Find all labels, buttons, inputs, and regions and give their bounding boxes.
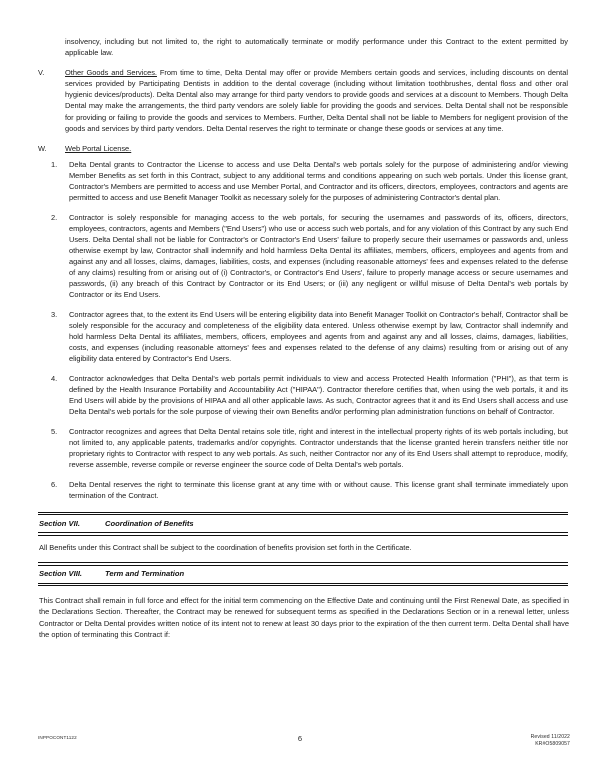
run-in-heading-other-goods-and-services: Other Goods and Services. — [65, 68, 157, 78]
list-item — [38, 159, 568, 203]
continued-paragraph: insolvency, including but not limited to, the right to automatically terminate or modify performance under this Contract to the extent permitted by applicable law. — [65, 37, 568, 58]
list-item — [38, 212, 568, 301]
section-coordination-of-benefits — [38, 512, 568, 559]
list-marker-3: 3. — [51, 309, 58, 319]
list-marker-4: 4. — [51, 373, 58, 383]
list-body-v — [65, 67, 568, 134]
section-term-and-termination — [38, 562, 568, 586]
page-number: 6 — [297, 734, 303, 743]
list-text-v: From time to time, Delta Dental may offer or provide Members certain goods and services, including discounts on dental services provided by Participating Dentists in addition to the dental coverage (including without limitation toothbrushes, dental floss and other oral hygienic devices/products). Delta Dental also may arrange for third party vendors to provide goods and services at a discount to Members. Though Delta Dental may make the arrangements, the third party vendors are solely liable for providing the goods and services. Delta Dental shall not be responsible for providing or failing to provide the goods and services to Members. Further, Delta Dental shall not be liable to Members for negligent provision of the goods and services by third party vendors. Delta Dental reserves the right to terminate or change these goods or services at any time. — [65, 68, 568, 133]
term-and-termination-paragraph: This Contract shall remain in full force and effect for the initial term commencing on the Effective Date and continuing until the First Renewal Date, as specified in the Declarations Section. Thereafter, the Contract may be renewed for subsequent terms as specified in the Declarations Section or in a renewal letter, unless Contractor or Delta Dental provides written notice of its intent not to renew at least 30 days prior to the expiration of the then current term. Delta Dental shall have the option of terminating this Contract if: — [39, 596, 569, 639]
list-marker-2: 2. — [51, 212, 58, 222]
page-footer — [0, 735, 600, 765]
list-text-4: Contractor acknowledges that Delta Dental's web portals permit individuals to view and access Protected Health Information ("PHI"), as that term is defined by the Health Insurance Portability and Accountability Act ("HIPAA"). Contractor therefore certifies that, when using the web portals, it and its End Users will abide by the provisions of HIPAA and all other applicable laws. As such, Contractor agrees that it and its End Users shall access and use Delta Dental's web portals for the sole purpose of viewing their own Benefits and/or performing plan administration functions on behalf of Contractor. — [69, 373, 568, 417]
list-item-v — [38, 67, 568, 134]
footer-revised-date: Revised 11/2022 — [530, 734, 570, 740]
list-marker-6: 6. — [51, 479, 58, 489]
section-rule-bottom — [38, 583, 568, 587]
footer-revision-info — [531, 734, 570, 748]
list-body-w — [65, 143, 568, 154]
list-text-1: Delta Dental grants to Contractor the License to access and use Delta Dental's web portals solely for the purpose of administering and/or viewing Member Benefits as set forth in this Contract, subject to any additional terms and conditions appearing on such web portals. Under this license grant, Contractor's Members are permitted to access and use Member Portal, and Contractor and its officers, directors, employees, contractors and agents are permitted to access and use Benefit Manager Toolkit as necessary solely for the purposes of administering Contractor's dental plan. — [69, 159, 568, 203]
list-item — [38, 426, 568, 470]
section-title: Term and Termination — [105, 569, 185, 579]
list-marker-1: 1. — [51, 159, 58, 169]
section-number: Section VII. — [39, 518, 80, 528]
list-text-5: Contractor recognizes and agrees that Delta Dental retains sole title, right and interest in the intellectual property rights of its web portals including, but not limited to, any applicable patents, trademarks and/or copyrights. Contractor understands that the license granted herein transfers neither title nor proprietary rights to Contractor with respect to any web portals. As such, neither Contractor nor any of its End Users shall attempt to reproduce, modify, reverse assemble, reverse compile or reverse engineer the source code of Delta Dental's web portals. — [69, 426, 568, 470]
list-marker-5: 5. — [51, 426, 58, 436]
list-item-w — [38, 143, 568, 154]
section-number: Section VIII. — [39, 569, 83, 579]
footer-reference-number: KR#O5809057 — [535, 741, 570, 747]
list-item — [38, 373, 568, 417]
section-paragraph: All Benefits under this Contract shall be subject to the coordination of benefits provision set forth in the Certificate. — [39, 543, 412, 553]
section-body — [38, 536, 568, 559]
web-portal-license-clauses — [38, 159, 568, 501]
section-header — [38, 515, 568, 532]
list-text-6: Delta Dental reserves the right to terminate this license grant at any time with or without cause. This license grant shall terminate immediately upon termination of the Contract. — [69, 479, 568, 500]
section-title: Coordination of Benefits — [105, 518, 194, 528]
run-in-heading-web-portal-license: Web Portal License. — [65, 143, 132, 153]
list-text-2: Contractor is solely responsible for managing access to the web portals, for securing the usernames and passwords of its, officers, directors, employees, contractors, agents and Members ("End Users") who use or access such web portals, and for any violation of this Contract by any such End Users. Delta Dental shall not be liable for Contractor's or Contractor's End Users' failure to properly secure their usernames or passwords and, unless otherwise exempt by law, Contractor shall indemnify and hold harmless Delta Dental its affiliates, members, officers, employees and agents from and against any and all losses, claims, damages, liabilities, costs, and expenses (including reasonable attorneys' fees and expenses related to the defense of any claims) resulting from or arising out of (i) Contractor's, or Contractor's End Users', failure to properly manage access or secure usernames and passwords, (ii) any breach of this Contract by Contractor or its End Users; or (iii) any negligent or willful misuse of Delta Dental's web portals by Contractor or its End Users. — [69, 212, 568, 300]
list-text-3: Contractor agrees that, to the extent its End Users will be entering eligibility data into Benefit Manager Toolkit on Contractor's behalf, Contractor shall be solely responsible for the accuracy and completeness of the eligibility data entered. Unless otherwise exempt by law, Contractor shall indemnify and hold harmless Delta Dental its affiliates, members, officers, employees and agents from and against any and all losses, claims, damages, liabilities, costs, and expenses (including reasonable attorneys' fees and expenses related to the defense of any claims) resulting from or arising out of any eligibility data entered by Contractor's End Users. — [69, 309, 568, 364]
list-marker-w: W. — [38, 143, 47, 153]
list-marker-v: V. — [38, 68, 45, 78]
section-header — [38, 566, 568, 583]
list-item — [38, 309, 568, 364]
list-item — [38, 479, 568, 501]
footer-form-code: INPPOCONT1122 — [38, 735, 77, 740]
